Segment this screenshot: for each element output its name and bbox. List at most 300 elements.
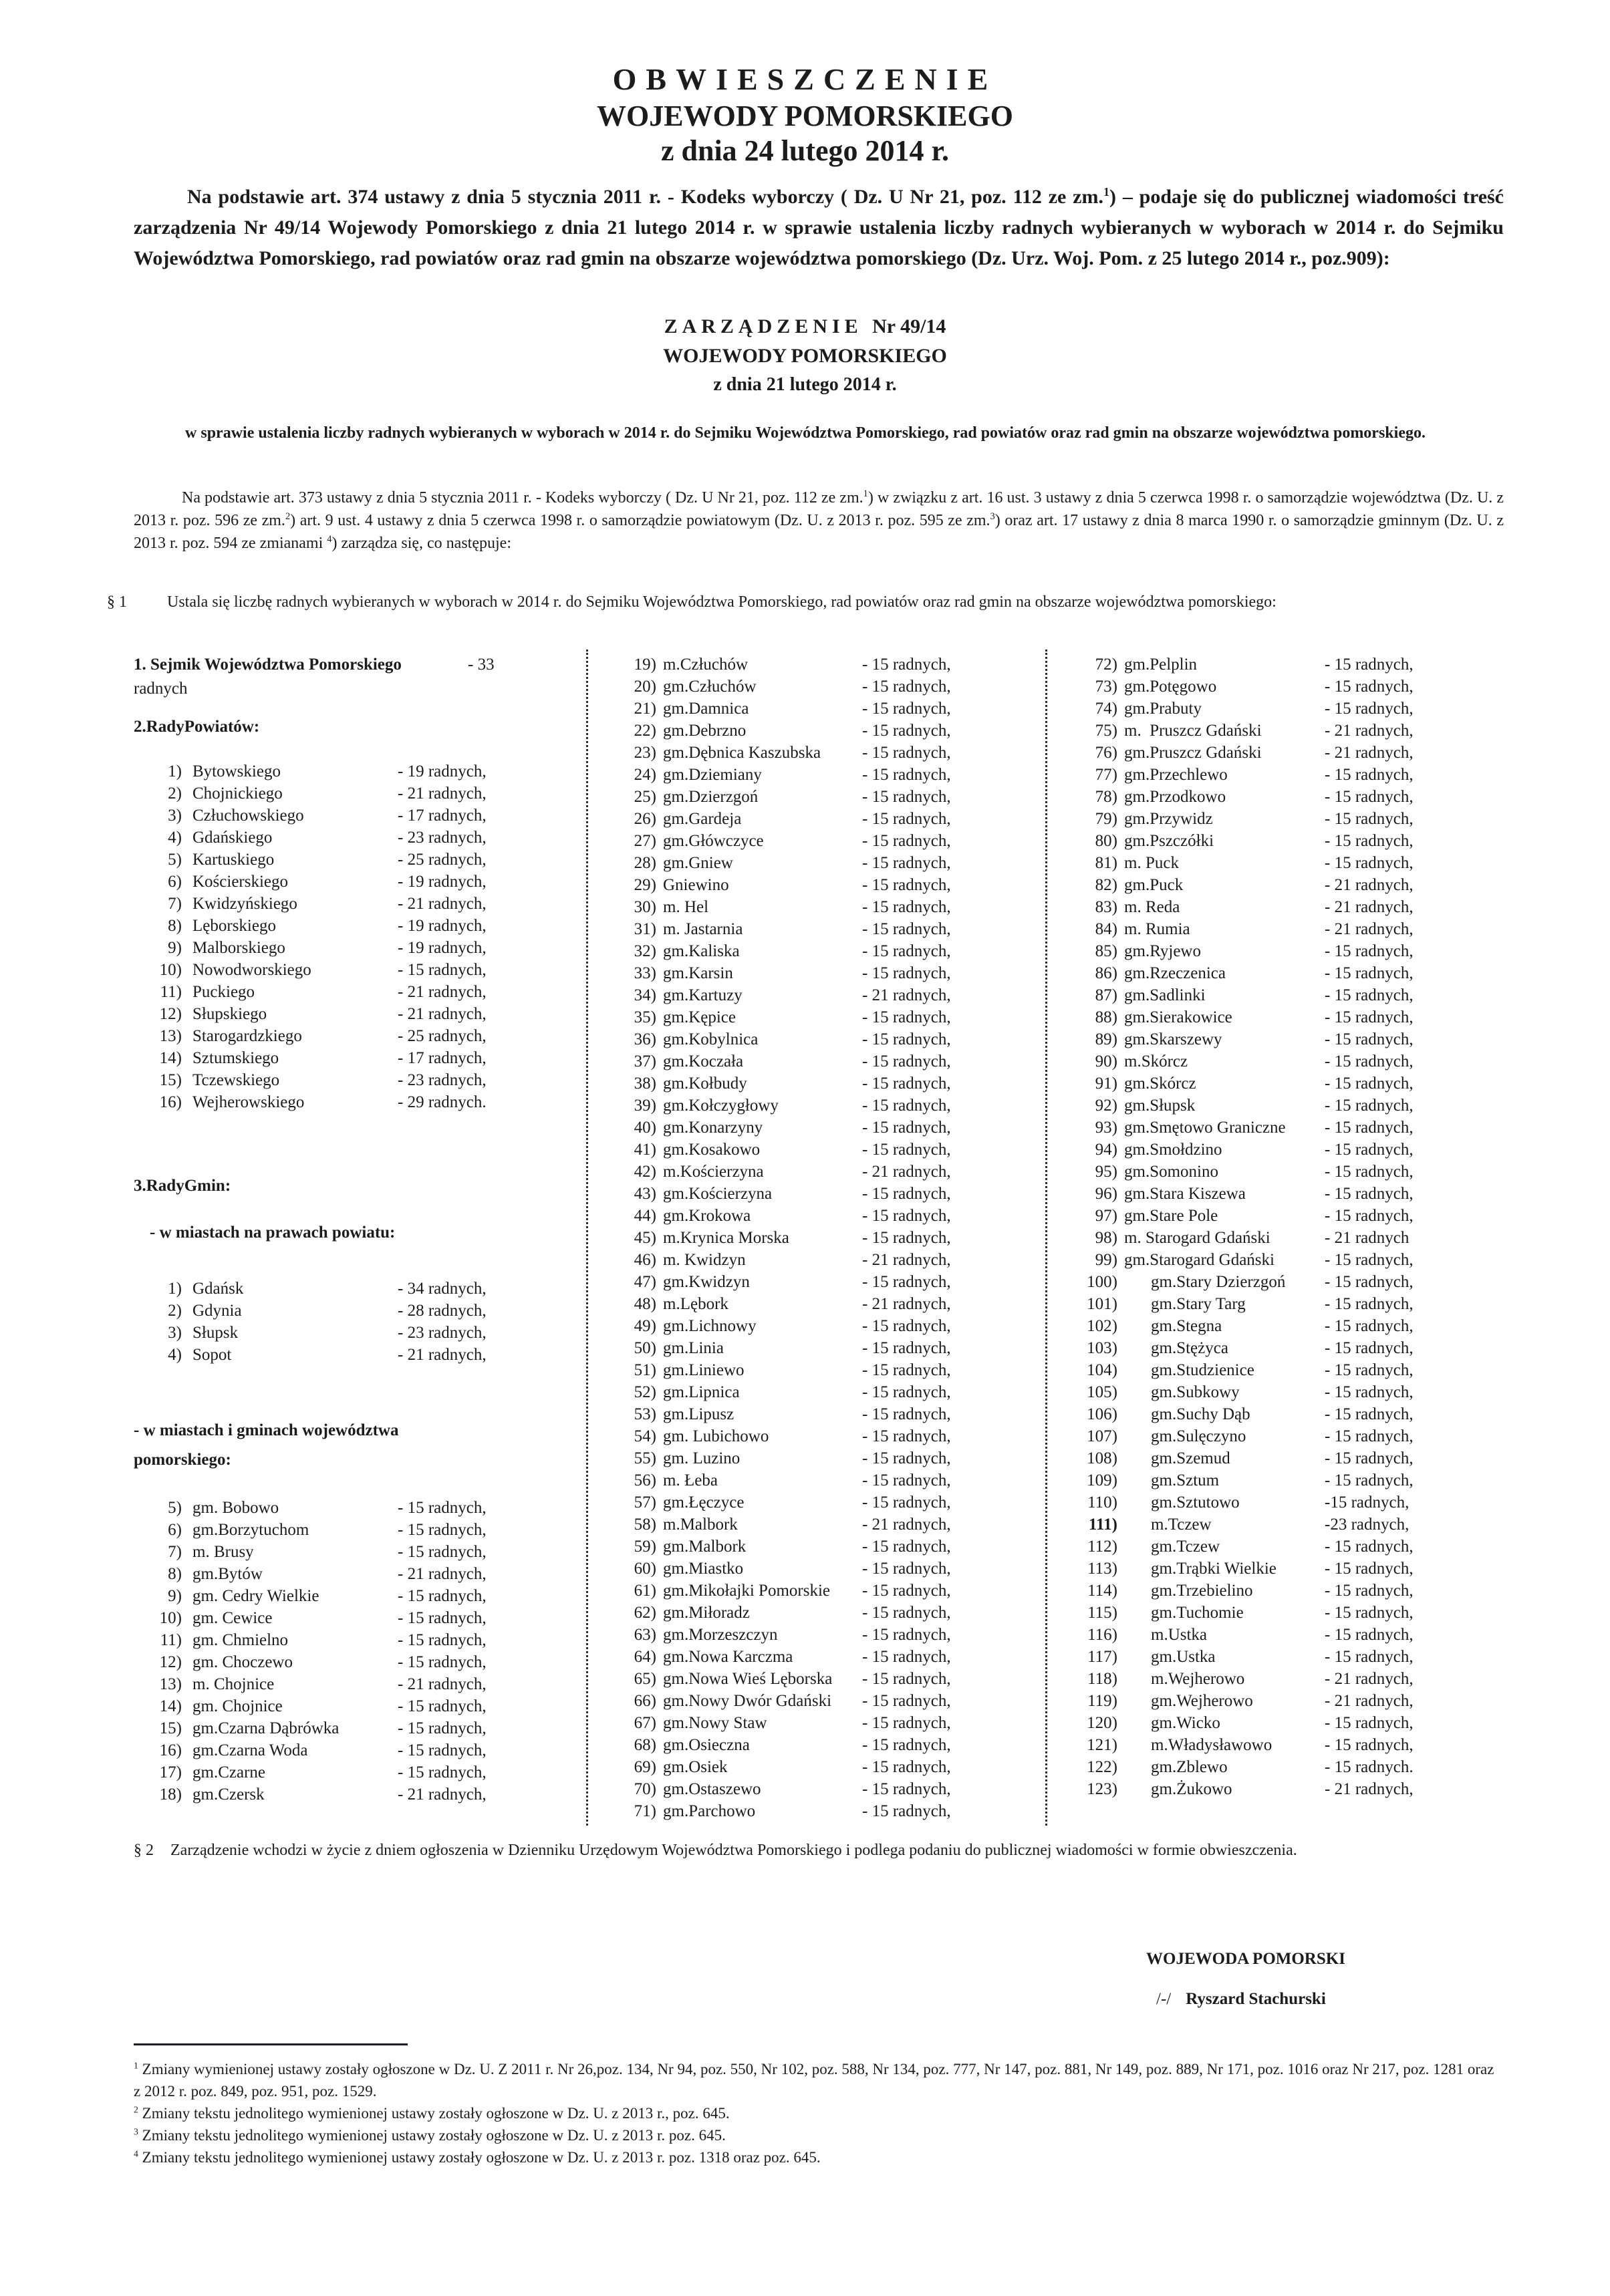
list-item bbox=[1076, 1514, 1490, 1536]
list-item bbox=[1076, 786, 1490, 808]
item-name: Wejherowskiego bbox=[192, 1093, 305, 1111]
item-number: 17) bbox=[159, 1763, 182, 1781]
footnote-ref[interactable]: 1 bbox=[1103, 185, 1109, 198]
item-number: 71) bbox=[634, 1802, 656, 1820]
item-name: m. Kwidzyn bbox=[663, 1251, 746, 1269]
item-name: Gniewino bbox=[663, 876, 729, 894]
item-name: Słupskiego bbox=[192, 1005, 267, 1023]
list-item bbox=[615, 830, 1029, 852]
footnote bbox=[134, 2124, 1504, 2146]
item-value: - 15 radnych, bbox=[398, 1719, 487, 1737]
item-number: 80) bbox=[1095, 832, 1117, 850]
list-item bbox=[1076, 1712, 1490, 1734]
item-number: 119) bbox=[1087, 1692, 1117, 1710]
document-title: OBWIESZCZENIE bbox=[612, 62, 998, 96]
list-item bbox=[1076, 1624, 1490, 1646]
item-name: gm.Pszczółki bbox=[1124, 832, 1214, 850]
item-name: gm.Stężyca bbox=[1151, 1339, 1228, 1357]
item-name: gm.Karsin bbox=[663, 964, 733, 982]
list-item bbox=[615, 1425, 1029, 1447]
item-name: Kwidzyńskiego bbox=[192, 895, 297, 913]
footnote-ref[interactable]: 1 bbox=[863, 488, 868, 499]
item-number: 44) bbox=[634, 1207, 656, 1225]
list-item bbox=[134, 1695, 548, 1717]
item-value: - 15 radnych, bbox=[862, 1008, 951, 1026]
item-value: - 15 radnych, bbox=[1325, 1471, 1414, 1489]
item-number: 114) bbox=[1087, 1582, 1117, 1600]
item-number: 101) bbox=[1087, 1295, 1117, 1313]
legal-basis-paragraph bbox=[134, 486, 1504, 555]
list-item bbox=[615, 1580, 1029, 1602]
item-value: - 15 radnych, bbox=[862, 656, 951, 674]
list-item bbox=[134, 1761, 548, 1783]
item-number: 29) bbox=[634, 876, 656, 894]
item-value: - 34 radnych, bbox=[398, 1280, 487, 1298]
item-name: gm.Nowa Karczma bbox=[663, 1648, 793, 1666]
item-name: gm.Smołdzino bbox=[1124, 1141, 1222, 1159]
legal-text: ) w związku z art. 16 ust. 3 ustawy z dnia 5 czerwca 1998 r. o samorządzie województwa (Dz. U. z 2013 r. poz. 596 ze zm. bbox=[134, 489, 1504, 529]
list-item bbox=[1076, 1183, 1490, 1205]
list-item bbox=[1076, 1425, 1490, 1447]
item-value: - 15 radnych, bbox=[862, 1471, 951, 1489]
item-number: 34) bbox=[634, 986, 656, 1004]
regulation-number: Nr 49/14 bbox=[872, 315, 946, 337]
item-value: - 15 radnych, bbox=[398, 961, 487, 979]
item-name: gm.Damnica bbox=[663, 700, 749, 718]
list-item bbox=[1076, 1491, 1490, 1514]
list-item bbox=[615, 808, 1029, 830]
list-item bbox=[134, 1673, 548, 1695]
item-name: gm.Mikołajki Pomorskie bbox=[663, 1582, 830, 1600]
footnote bbox=[134, 2102, 1504, 2124]
regulation-title-text: ZARZĄDZENIE bbox=[664, 315, 863, 337]
item-value: - 15 radnych, bbox=[862, 722, 951, 740]
item-value: - 15 radnych, bbox=[862, 1405, 951, 1423]
item-number: 60) bbox=[634, 1560, 656, 1578]
item-name: gm.Trąbki Wielkie bbox=[1151, 1560, 1277, 1578]
item-number: 123) bbox=[1087, 1780, 1117, 1798]
item-name: gm.Zblewo bbox=[1151, 1758, 1228, 1776]
footnote-ref[interactable]: 4 bbox=[327, 534, 332, 545]
item-value: - 15 radnych, bbox=[1325, 1648, 1414, 1666]
item-number: 11) bbox=[160, 983, 182, 1001]
list-item bbox=[1076, 1139, 1490, 1161]
list-item bbox=[615, 1646, 1029, 1668]
list-item bbox=[615, 764, 1029, 786]
item-name: Nowodworskiego bbox=[192, 961, 311, 979]
item-number: 2) bbox=[168, 784, 182, 803]
item-number: 107) bbox=[1087, 1427, 1117, 1445]
column-3 bbox=[1076, 654, 1490, 1800]
item-name: Kartuskiego bbox=[192, 851, 275, 869]
list-item bbox=[615, 1183, 1029, 1205]
item-number: 118) bbox=[1087, 1670, 1117, 1688]
item-name: gm.Przywidz bbox=[1124, 810, 1213, 828]
item-value: - 15 radnych. bbox=[1325, 1758, 1414, 1776]
item-name: gm.Smętowo Graniczne bbox=[1124, 1119, 1286, 1137]
item-name: m.Krynica Morska bbox=[663, 1229, 789, 1247]
item-number: 79) bbox=[1095, 810, 1117, 828]
item-name: Puckiego bbox=[192, 983, 255, 1001]
item-name: gm.Skarszewy bbox=[1124, 1030, 1222, 1048]
footnote-ref[interactable]: 3 bbox=[990, 511, 995, 522]
regulation-subject: w sprawie ustalenia liczby radnych wybieranych w wyborach w 2014 r. do Sejmiku Województwa Pomorskiego, rad powiatów oraz rad gmin na obszarze województwa pomorskiego. bbox=[185, 424, 1426, 442]
item-number: 14) bbox=[159, 1697, 182, 1715]
regulation-authority: WOJEWODY POMORSKIEGO bbox=[663, 345, 947, 367]
item-name: gm.Sadlinki bbox=[1124, 986, 1206, 1004]
item-number: 104) bbox=[1087, 1361, 1117, 1379]
list-item bbox=[1076, 1403, 1490, 1425]
item-value: - 15 radnych, bbox=[862, 1626, 951, 1644]
item-name: gm.Czarne bbox=[192, 1763, 265, 1781]
footnote bbox=[134, 2058, 1504, 2102]
item-value: - 21 radnych, bbox=[398, 1785, 487, 1804]
item-value: - 15 radnych, bbox=[1325, 1251, 1414, 1269]
item-name: gm.Potęgowo bbox=[1124, 678, 1217, 696]
list-item bbox=[134, 1025, 548, 1047]
item-name: gm. Luzino bbox=[663, 1449, 741, 1467]
item-name: gm.Subkowy bbox=[1151, 1383, 1240, 1401]
item-number: 66) bbox=[634, 1692, 656, 1710]
item-value: - 15 radnych, bbox=[1325, 1560, 1414, 1578]
legal-text: Na podstawie art. 373 ustawy z dnia 5 stycznia 2011 r. - Kodeks wyborczy ( Dz. U Nr 21, poz. 112 ze zm. bbox=[182, 489, 863, 507]
sejmik-label: 1. Sejmik Województwa Pomorskiego bbox=[134, 656, 402, 674]
item-value: - 29 radnych. bbox=[398, 1093, 487, 1111]
item-value: - 15 radnych, bbox=[398, 1741, 487, 1759]
list-item bbox=[134, 782, 548, 805]
item-name: gm.Malbork bbox=[663, 1538, 747, 1556]
item-name: gm.Wejherowo bbox=[1151, 1692, 1253, 1710]
list-item bbox=[1076, 1028, 1490, 1050]
item-number: 32) bbox=[634, 942, 656, 960]
item-name: gm.Dzierzgoń bbox=[663, 788, 759, 806]
item-value: - 21 radnych, bbox=[398, 1346, 487, 1364]
item-number: 1) bbox=[168, 1280, 182, 1298]
list-item bbox=[1076, 984, 1490, 1006]
item-number: 3) bbox=[168, 807, 182, 825]
item-value: - 15 radnych, bbox=[862, 1119, 951, 1137]
item-name: gm. Bobowo bbox=[192, 1499, 279, 1517]
item-name: gm.Stary Targ bbox=[1151, 1295, 1246, 1313]
legal-text: ) art. 9 ust. 4 ustawy z dnia 5 czerwca 1998 r. o samorządzie powiatowym (Dz. U. z 2013 r. poz. 595 ze zm. bbox=[290, 512, 990, 529]
list-item bbox=[615, 1271, 1029, 1293]
list-item bbox=[615, 1536, 1029, 1558]
item-value: - 15 radnych, bbox=[1325, 1339, 1414, 1357]
item-name: gm.Pelplin bbox=[1124, 656, 1198, 674]
item-value: - 15 radnych, bbox=[398, 1587, 487, 1605]
item-value: - 21 radnych, bbox=[1325, 920, 1414, 938]
signature-title: WOJEWODA POMORSKI bbox=[1146, 1950, 1345, 1968]
item-value: - 15 radnych, bbox=[1325, 1449, 1414, 1467]
list-item bbox=[134, 1344, 548, 1366]
item-name: m.Ustka bbox=[1151, 1626, 1208, 1644]
item-number: 35) bbox=[634, 1008, 656, 1026]
item-number: 31) bbox=[634, 920, 656, 938]
item-number: 112) bbox=[1087, 1538, 1117, 1556]
item-number: 11) bbox=[160, 1631, 182, 1649]
footnote-mark: 3 bbox=[134, 2126, 138, 2137]
list-item bbox=[615, 1205, 1029, 1227]
item-name: gm.Nowa Wieś Lęborska bbox=[663, 1670, 833, 1688]
list-item bbox=[615, 654, 1029, 676]
list-item bbox=[615, 1006, 1029, 1028]
item-number: 103) bbox=[1087, 1339, 1117, 1357]
legal-text: ) zarządza się, co następuje: bbox=[331, 535, 511, 552]
item-number: 65) bbox=[634, 1670, 656, 1688]
list-item bbox=[134, 1278, 548, 1300]
list-item bbox=[615, 698, 1029, 720]
item-value: - 15 radnych, bbox=[862, 1802, 951, 1820]
item-number: 99) bbox=[1095, 1251, 1117, 1269]
item-name: Słupsk bbox=[192, 1324, 239, 1342]
list-item bbox=[1076, 1602, 1490, 1624]
item-number: 73) bbox=[1095, 678, 1117, 696]
list-item bbox=[134, 915, 548, 937]
item-value: - 15 radnych, bbox=[398, 1543, 487, 1561]
item-number: 58) bbox=[634, 1516, 656, 1534]
sejmik-value: - 33 bbox=[468, 656, 495, 674]
item-number: 54) bbox=[634, 1427, 656, 1445]
item-number: 26) bbox=[634, 810, 656, 828]
item-name: gm.Żukowo bbox=[1151, 1780, 1232, 1798]
item-name: m.Wejherowo bbox=[1151, 1670, 1245, 1688]
list-item bbox=[134, 981, 548, 1003]
item-number: 15) bbox=[159, 1071, 182, 1089]
list-item bbox=[134, 1717, 548, 1739]
gminy-list-1 bbox=[134, 1497, 548, 1806]
item-number: 5) bbox=[168, 851, 182, 869]
list-item bbox=[615, 1690, 1029, 1712]
item-value: - 15 radnych, bbox=[398, 1631, 487, 1649]
item-name: m.Malbork bbox=[663, 1516, 738, 1534]
item-number: 15) bbox=[159, 1719, 182, 1737]
miasta-na-prawach-powiatu-list bbox=[134, 1278, 548, 1366]
item-value: - 21 radnych, bbox=[398, 784, 487, 803]
item-value: - 25 radnych, bbox=[398, 851, 487, 869]
item-name: gm.Parchowo bbox=[663, 1802, 756, 1820]
gminy-list-2 bbox=[615, 654, 1029, 1822]
item-value: - 15 radnych, bbox=[1325, 1008, 1414, 1026]
item-name: m. Starogard Gdański bbox=[1124, 1229, 1270, 1247]
item-number: 14) bbox=[159, 1049, 182, 1067]
item-name: Chojnickiego bbox=[192, 784, 283, 803]
footnote bbox=[134, 2146, 1504, 2168]
item-name: m.Tczew bbox=[1151, 1516, 1212, 1534]
item-name: Człuchowskiego bbox=[192, 807, 304, 825]
item-value: - 15 radnych, bbox=[398, 1499, 487, 1517]
list-item bbox=[1076, 1072, 1490, 1095]
footnote-mark: 4 bbox=[134, 2148, 138, 2159]
item-number: 70) bbox=[634, 1780, 656, 1798]
item-value: - 15 radnych, bbox=[862, 1185, 951, 1203]
item-value: - 15 radnych, bbox=[862, 1758, 951, 1776]
item-value: - 15 radnych, bbox=[862, 1339, 951, 1357]
item-name: Kościerskiego bbox=[192, 873, 289, 891]
item-number: 40) bbox=[634, 1119, 656, 1137]
item-value: - 25 radnych, bbox=[398, 1027, 487, 1045]
item-number: 100) bbox=[1087, 1273, 1117, 1291]
item-number: 16) bbox=[159, 1093, 182, 1111]
column-2 bbox=[615, 654, 1029, 1822]
item-number: 76) bbox=[1095, 744, 1117, 762]
item-value: - 15 radnych, bbox=[862, 788, 951, 806]
item-number: 62) bbox=[634, 1604, 656, 1622]
item-number: 75) bbox=[1095, 722, 1117, 740]
item-name: gm.Słupsk bbox=[1124, 1097, 1196, 1115]
signature bbox=[1156, 1990, 1326, 2009]
item-name: gm. Choczewo bbox=[192, 1653, 293, 1671]
item-name: gm.Kościerzyna bbox=[663, 1185, 773, 1203]
item-value: - 21 radnych, bbox=[398, 1675, 487, 1693]
list-item bbox=[615, 896, 1029, 918]
item-number: 9) bbox=[168, 939, 182, 957]
item-number: 81) bbox=[1095, 854, 1117, 872]
item-number: 106) bbox=[1087, 1405, 1117, 1423]
list-item bbox=[134, 1541, 548, 1563]
item-name: gm.Stare Pole bbox=[1124, 1207, 1218, 1225]
item-name: m. Rumia bbox=[1124, 920, 1190, 938]
item-name: gm.Konarzyny bbox=[663, 1119, 763, 1137]
list-item bbox=[1076, 1381, 1490, 1403]
item-number: 63) bbox=[634, 1626, 656, 1644]
item-value: - 19 radnych, bbox=[398, 939, 487, 957]
item-name: gm.Suchy Dąb bbox=[1151, 1405, 1250, 1423]
item-number: 24) bbox=[634, 766, 656, 784]
list-item bbox=[1076, 962, 1490, 984]
item-value: - 15 radnych, bbox=[862, 810, 951, 828]
item-number: 4) bbox=[168, 1346, 182, 1364]
list-item bbox=[615, 1315, 1029, 1337]
item-number: 77) bbox=[1095, 766, 1117, 784]
item-value: - 15 radnych, bbox=[1325, 1736, 1414, 1754]
item-value: - 15 radnych, bbox=[398, 1763, 487, 1781]
item-number: 52) bbox=[634, 1383, 656, 1401]
item-value: - 15 radnych, bbox=[862, 1670, 951, 1688]
item-number: 57) bbox=[634, 1493, 656, 1512]
item-number: 90) bbox=[1095, 1052, 1117, 1070]
item-number: 111) bbox=[1088, 1516, 1117, 1534]
item-name: gm.Pruszcz Gdański bbox=[1124, 744, 1262, 762]
item-value: - 15 radnych, bbox=[1325, 1141, 1414, 1159]
item-value: - 21 radnych, bbox=[862, 1163, 951, 1181]
item-value: - 15 radnych, bbox=[862, 1560, 951, 1578]
item-number: 2) bbox=[168, 1302, 182, 1320]
item-name: Sztumskiego bbox=[192, 1049, 279, 1067]
item-value: - 15 radnych, bbox=[398, 1653, 487, 1671]
footnote-text: Zmiany tekstu jednolitego wymienionej ustawy zostały ogłoszone w Dz. U. z 2013 r. poz. 645. bbox=[138, 2127, 726, 2144]
column-divider bbox=[1045, 650, 1047, 1826]
item-number: 67) bbox=[634, 1714, 656, 1732]
footnote-text: Zmiany wymienionej ustawy zostały ogłoszone w Dz. U. Z 2011 r. Nr 26,poz. 134, Nr 94, poz. 550, Nr 102, poz. 588, Nr 134, poz. 777, Nr 147, poz. 881, Nr 149, poz. 889, Nr 171, poz. 1016 oraz Nr 217, poz. 1281 oraz z 2012 r. poz. 849, poz. 951, poz. 1529. bbox=[134, 2061, 1494, 2100]
list-item bbox=[134, 827, 548, 849]
item-name: gm.Prabuty bbox=[1124, 700, 1202, 718]
list-item bbox=[134, 1519, 548, 1541]
item-name: gm.Czarna Dąbrówka bbox=[192, 1719, 340, 1737]
item-name: gm.Linia bbox=[663, 1339, 724, 1357]
item-name: gm.Wicko bbox=[1151, 1714, 1220, 1732]
item-number: 33) bbox=[634, 964, 656, 982]
item-number: 39) bbox=[634, 1097, 656, 1115]
item-name: m.Władysławowo bbox=[1151, 1736, 1272, 1754]
list-item bbox=[134, 1091, 548, 1113]
item-value: - 15 radnych, bbox=[1325, 1714, 1414, 1732]
footnotes bbox=[134, 2058, 1504, 2168]
item-name: gm.Sztutowo bbox=[1151, 1493, 1240, 1512]
item-value: - 15 radnych, bbox=[1325, 656, 1414, 674]
item-value: - 15 radnych, bbox=[862, 1449, 951, 1467]
list-item bbox=[615, 874, 1029, 896]
list-item bbox=[615, 1668, 1029, 1690]
item-number: 8) bbox=[168, 917, 182, 935]
item-value: - 19 radnych, bbox=[398, 917, 487, 935]
item-value: - 15 radnych, bbox=[862, 1361, 951, 1379]
list-item bbox=[615, 1161, 1029, 1183]
item-name: gm.Nowy Staw bbox=[663, 1714, 767, 1732]
list-item bbox=[615, 1514, 1029, 1536]
item-value: - 17 radnych, bbox=[398, 807, 487, 825]
item-number: 12) bbox=[159, 1005, 182, 1023]
paragraph-1 bbox=[100, 593, 1504, 611]
item-value: - 15 radnych, bbox=[1325, 942, 1414, 960]
item-value: - 21 radnych, bbox=[862, 1516, 951, 1534]
signatory-name: Ryszard Stachurski bbox=[1186, 1990, 1326, 2008]
item-name: m.Lębork bbox=[663, 1295, 728, 1313]
list-item bbox=[1076, 1558, 1490, 1580]
item-value: -15 radnych, bbox=[1325, 1493, 1410, 1512]
list-item bbox=[134, 1629, 548, 1651]
item-value: - 21 radnych, bbox=[398, 1005, 487, 1023]
list-item bbox=[134, 1069, 548, 1091]
item-name: gm.Trzebielino bbox=[1151, 1582, 1253, 1600]
list-item bbox=[1076, 1580, 1490, 1602]
item-number: 69) bbox=[634, 1758, 656, 1776]
item-number: 83) bbox=[1095, 898, 1117, 916]
item-name: gm. Chojnice bbox=[192, 1697, 283, 1715]
list-item bbox=[134, 1322, 548, 1344]
footnote-ref[interactable]: 2 bbox=[285, 511, 291, 522]
list-item bbox=[615, 1778, 1029, 1800]
item-number: 116) bbox=[1087, 1626, 1117, 1644]
list-item bbox=[1076, 1668, 1490, 1690]
footnote-text: Zmiany tekstu jednolitego wymienionej ustawy zostały ogłoszone w Dz. U. z 2013 r., poz. 645. bbox=[138, 2105, 730, 2122]
item-number: 91) bbox=[1095, 1074, 1117, 1093]
item-number: 3) bbox=[168, 1324, 182, 1342]
item-name: gm.Dziemiany bbox=[663, 766, 762, 784]
list-item bbox=[1076, 1315, 1490, 1337]
list-item bbox=[615, 1602, 1029, 1624]
item-name: gm.Kosakowo bbox=[663, 1141, 761, 1159]
item-name: gm.Miłoradz bbox=[663, 1604, 750, 1622]
item-value: - 15 radnych, bbox=[862, 1604, 951, 1622]
item-name: m. Puck bbox=[1124, 854, 1179, 872]
item-value: - 23 radnych, bbox=[398, 1071, 487, 1089]
signature-prefix: /-/ bbox=[1156, 1990, 1172, 2008]
item-number: 47) bbox=[634, 1273, 656, 1291]
item-value: - 21 radnych, bbox=[1325, 1670, 1414, 1688]
list-item bbox=[615, 1624, 1029, 1646]
item-value: - 15 radnych, bbox=[1325, 788, 1414, 806]
paragraph-2 bbox=[134, 1839, 1440, 1862]
item-number: 95) bbox=[1095, 1163, 1117, 1181]
item-name: gm.Lipnica bbox=[663, 1383, 740, 1401]
item-number: 49) bbox=[634, 1317, 656, 1335]
list-item bbox=[134, 937, 548, 959]
item-number: 45) bbox=[634, 1229, 656, 1247]
list-item bbox=[1076, 742, 1490, 764]
item-name: gm.Sierakowice bbox=[1124, 1008, 1232, 1026]
section-heading-powiaty: 2.RadyPowiatów: bbox=[134, 718, 260, 736]
item-value: - 21 radnych, bbox=[1325, 744, 1414, 762]
